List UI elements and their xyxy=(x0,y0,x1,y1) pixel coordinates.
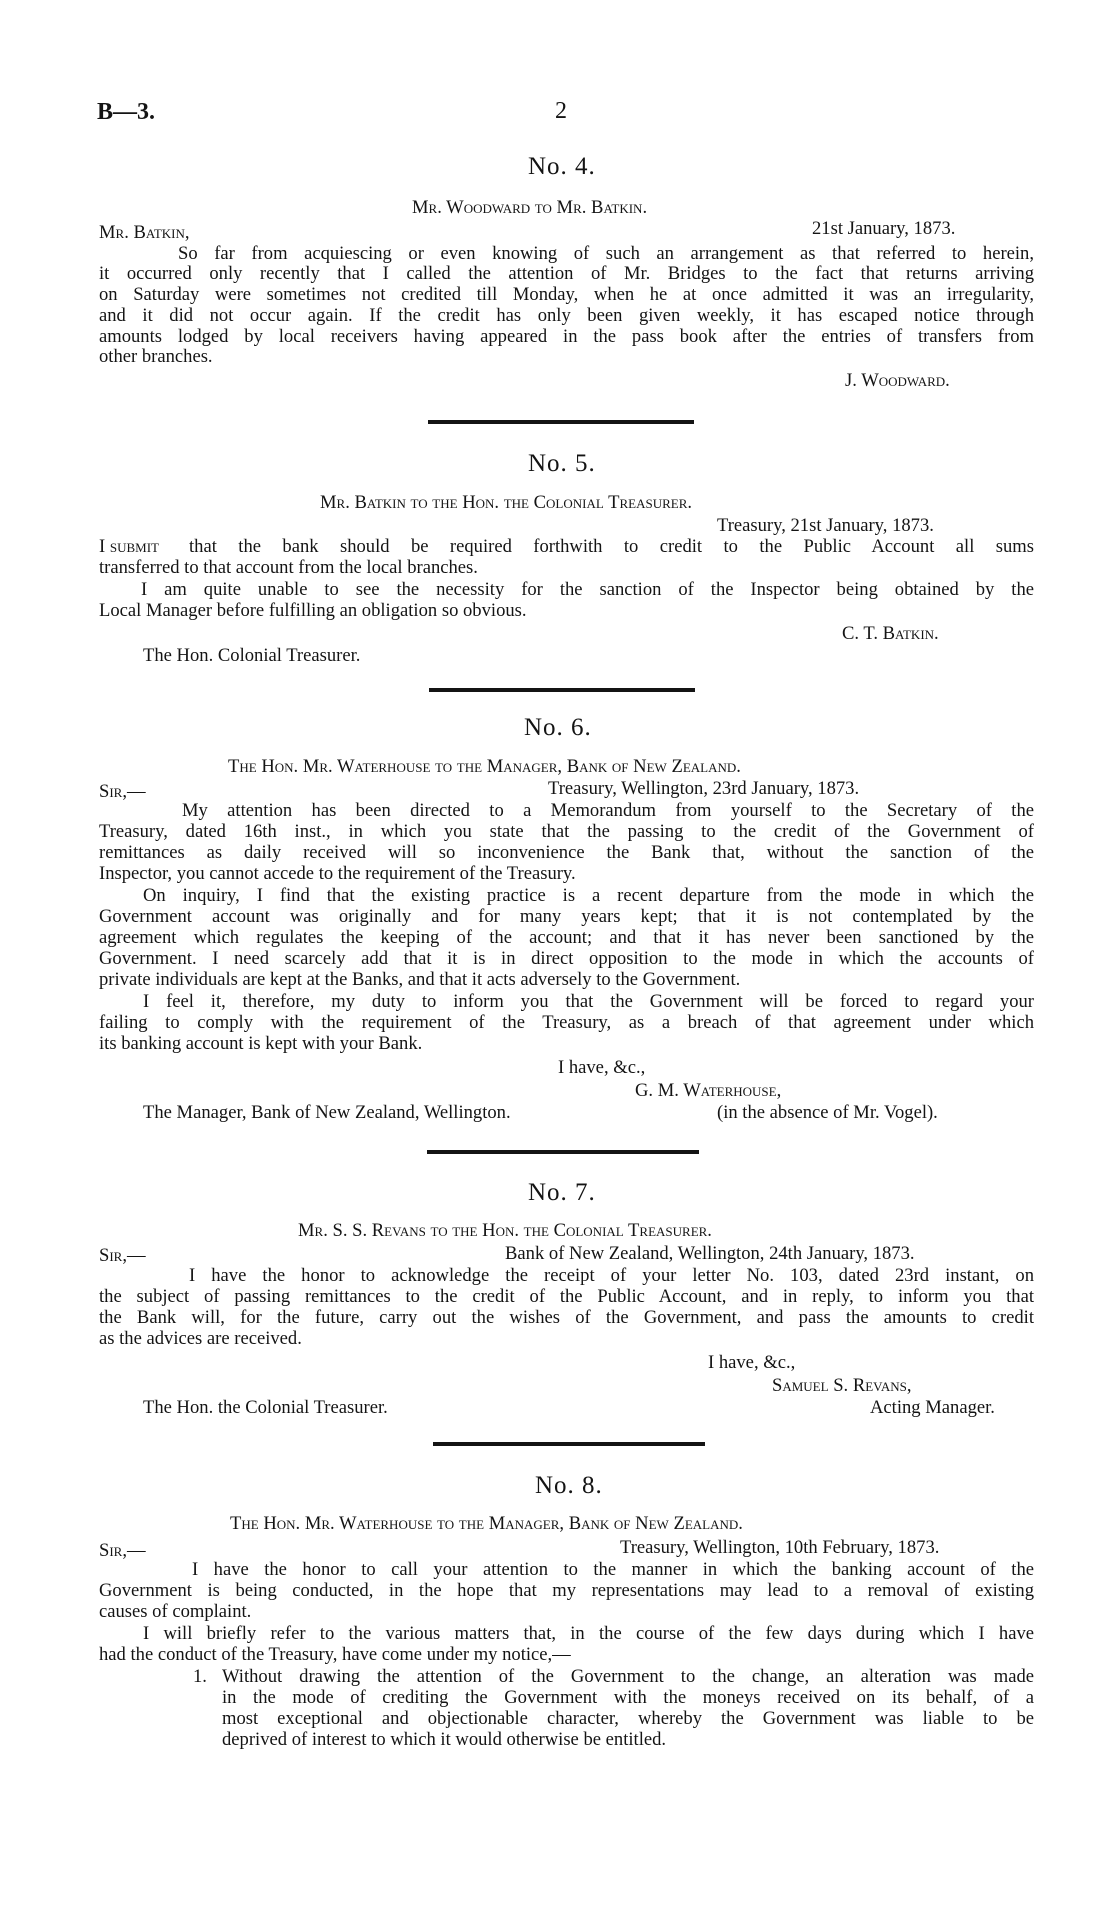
letter-date: 21st January, 1873. xyxy=(812,218,956,239)
body-line: other branches. xyxy=(99,346,213,367)
body-line: I have the honor to call your attention to the manner in which the banking account of the xyxy=(192,1559,1034,1580)
body-line: Local Manager before fulfilling an obligation so obvious. xyxy=(99,600,527,621)
body-line: that the bank should be required forthwith to credit to the Public Account all sums xyxy=(189,536,1034,557)
signature-title: Acting Manager. xyxy=(870,1397,995,1418)
letter-heading: Mr. Woodward to Mr. Batkin. xyxy=(412,197,648,218)
opening-word: I submit xyxy=(99,536,159,557)
letter-salutation: Sir,— xyxy=(99,1540,146,1561)
letter-salutation: Sir,— xyxy=(99,781,146,802)
list-item-line: most exceptional and objectionable character, whereby the Government was liable to be xyxy=(222,1708,1034,1729)
page-number: 2 xyxy=(555,98,567,124)
signature: Samuel S. Revans, xyxy=(772,1375,912,1396)
body-line: private individuals are kept at the Banks, and that it acts adversely to the Government. xyxy=(99,969,741,990)
body-line: the Bank will, for the future, carry out the wishes of the Government, and pass the amounts to credit xyxy=(99,1307,1034,1328)
letter-salutation: Sir,— xyxy=(99,1245,146,1266)
list-item-line: Without drawing the attention of the Government to the change, an alteration was made xyxy=(222,1666,1034,1687)
signature: J. Woodward. xyxy=(845,370,950,391)
addressee: The Hon. Colonial Treasurer. xyxy=(143,645,361,666)
body-line: had the conduct of the Treasury, have come under my notice,— xyxy=(99,1644,571,1665)
letter-number: No. 7. xyxy=(528,1179,596,1206)
addressee: The Manager, Bank of New Zealand, Wellington. xyxy=(143,1102,511,1123)
closing: I have, &c., xyxy=(708,1352,796,1373)
separator-rule xyxy=(427,1150,699,1154)
body-line: I will briefly refer to the various matters that, in the course of the few days during which I have xyxy=(143,1623,1034,1644)
body-line: failing to comply with the requirement of the Treasury, as a breach of that agreement under which xyxy=(99,1012,1034,1033)
body-line: I am quite unable to see the necessity for the sanction of the Inspector being obtained by the xyxy=(141,579,1034,600)
signature-note: (in the absence of Mr. Vogel). xyxy=(717,1102,938,1123)
body-line: remittances as daily received will so inconvenience the Bank that, without the sanction of the xyxy=(99,842,1034,863)
letter-heading: The Hon. Mr. Waterhouse to the Manager, Bank of New Zealand. xyxy=(228,756,741,777)
letter-place-date: Treasury, 21st January, 1873. xyxy=(717,515,934,536)
letter-number: No. 4. xyxy=(528,153,596,180)
separator-rule xyxy=(433,1442,705,1446)
body-line: agreement which regulates the keeping of the account; and that it has never been sanctioned by the xyxy=(99,927,1034,948)
addressee: The Hon. the Colonial Treasurer. xyxy=(143,1397,388,1418)
body-line: On inquiry, I find that the existing practice is a recent departure from the mode in which the xyxy=(143,885,1034,906)
body-line: Government is being conducted, in the hope that my representations may lead to a removal of existing xyxy=(99,1580,1034,1601)
letter-place-date: Treasury, Wellington, 23rd January, 1873. xyxy=(548,778,860,799)
list-item-marker: 1. xyxy=(193,1666,207,1687)
closing: I have, &c., xyxy=(558,1057,646,1078)
body-line: I have the honor to acknowledge the receipt of your letter No. 103, dated 23rd instant, on xyxy=(189,1265,1034,1286)
list-item-line: in the mode of crediting the Government with the moneys received on its behalf, of a xyxy=(222,1687,1034,1708)
letter-place-date: Bank of New Zealand, Wellington, 24th January, 1873. xyxy=(505,1243,915,1264)
body-line: and it did not occur again. If the credit has only been given weekly, it has escaped notice through xyxy=(99,305,1034,326)
body-line: transferred to that account from the local branches. xyxy=(99,557,478,578)
body-line: I feel it, therefore, my duty to inform you that the Government will be forced to regard your xyxy=(143,991,1034,1012)
letter-number: No. 5. xyxy=(528,450,596,477)
letter-heading: Mr. Batkin to the Hon. the Colonial Treasurer. xyxy=(320,492,693,513)
list-item-line: deprived of interest to which it would otherwise be entitled. xyxy=(222,1729,667,1750)
letter-heading: Mr. S. S. Revans to the Hon. the Colonial Treasurer. xyxy=(298,1220,712,1241)
body-line: My attention has been directed to a Memorandum from yourself to the Secretary of the xyxy=(182,800,1034,821)
body-line: the subject of passing remittances to the credit of the Public Account, and in reply, to inform you that xyxy=(99,1286,1034,1307)
body-line: So far from acquiescing or even knowing of such an arrangement as that referred to herein, xyxy=(178,243,1034,264)
body-line: Inspector, you cannot accede to the requirement of the Treasury. xyxy=(99,863,576,884)
signature: G. M. Waterhouse, xyxy=(635,1080,782,1101)
letter-salutation: Mr. Batkin, xyxy=(99,222,190,243)
body-line: Government account was originally and for many years kept; that it is not contemplated by the xyxy=(99,906,1034,927)
body-line: as the advices are received. xyxy=(99,1328,302,1349)
body-line: causes of complaint. xyxy=(99,1601,252,1622)
body-line: on Saturday were sometimes not credited till Monday, when he at once admitted it was an irregularity, xyxy=(99,284,1034,305)
body-line: it occurred only recently that I called the attention of Mr. Bridges to the fact that returns arriving xyxy=(99,263,1034,284)
document-reference: B—3. xyxy=(97,99,156,125)
body-line: its banking account is kept with your Bank. xyxy=(99,1033,423,1054)
body-line: amounts lodged by local receivers having appeared in the pass book after the entries of transfers from xyxy=(99,326,1034,347)
letter-number: No. 6. xyxy=(524,714,592,741)
letter-number: No. 8. xyxy=(535,1472,603,1499)
separator-rule xyxy=(429,688,695,692)
body-line: Treasury, dated 16th inst., in which you state that the passing to the credit of the Government of xyxy=(99,821,1034,842)
signature: C. T. Batkin. xyxy=(842,623,939,644)
body-line: Government. I need scarcely add that it is in direct opposition to the mode in which the accounts of xyxy=(99,948,1034,969)
letter-place-date: Treasury, Wellington, 10th February, 1873. xyxy=(620,1537,940,1558)
separator-rule xyxy=(428,420,694,424)
letter-heading: The Hon. Mr. Waterhouse to the Manager, Bank of New Zealand. xyxy=(230,1513,743,1534)
